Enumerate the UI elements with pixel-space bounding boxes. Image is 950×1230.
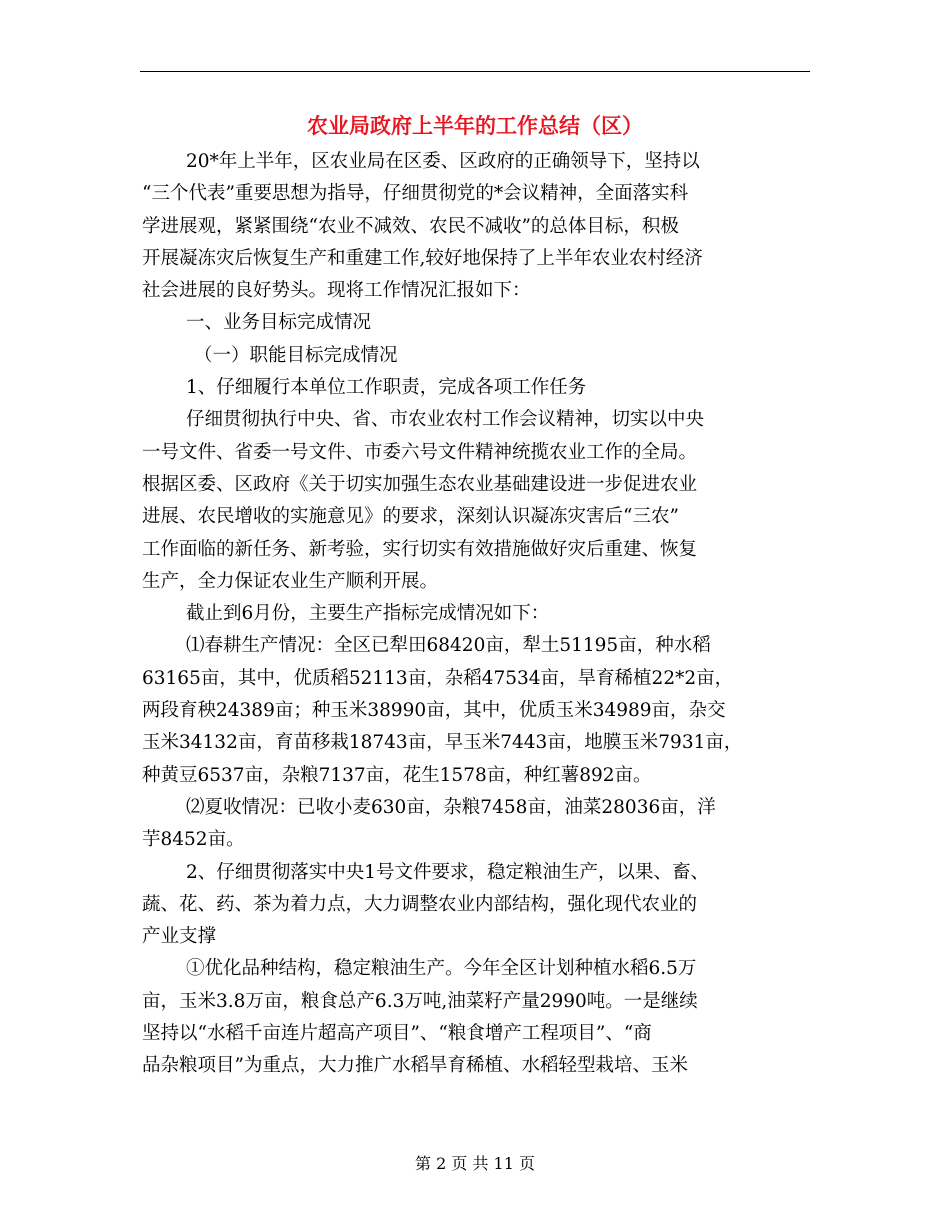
header-rule bbox=[140, 71, 810, 72]
paragraph-line: 一号文件、省委一号文件、市委六号文件精神统揽农业工作的全局。 bbox=[142, 441, 698, 463]
subsection-heading: （一）职能目标完成情况 bbox=[194, 344, 398, 366]
paragraph-line: 芋8452亩。 bbox=[142, 829, 245, 851]
paragraph-line: 两段育秧24389亩；种玉米38990亩，其中，优质玉米34989亩，杂交 bbox=[142, 700, 726, 722]
section-heading: 一、业务目标完成情况 bbox=[186, 312, 372, 334]
paragraph-line: ①优化品种结构，稳定粮油生产。今年全区计划种植水稻6.5万 bbox=[186, 958, 697, 980]
paragraph-line: 开展凝冻灾后恢复生产和重建工作,较好地保持了上半年农业农村经济 bbox=[142, 247, 703, 269]
paragraph-line: 根据区委、区政府《关于切实加强生态农业基础建设进一步促进农业 bbox=[142, 473, 698, 495]
paragraph-line: 学进展观，紧紧围绕“农业不减效、农民不减收”的总体目标，积极 bbox=[142, 215, 679, 237]
page-footer: 第 2 页 共 11 页 bbox=[415, 1154, 535, 1173]
paragraph-line: 品杂粮项目”为重点，大力推广水稻旱育稀植、水稻轻型栽培、玉米 bbox=[142, 1055, 688, 1077]
paragraph-line: 玉米34132亩，育苗移栽18743亩，早玉米7443亩，地膜玉米7931亩， bbox=[142, 732, 743, 754]
paragraph-line: 进展、农民增收的实施意见》的要求，深刻认识凝冻灾害后“三农” bbox=[142, 506, 679, 528]
paragraph-line: 种黄豆6537亩，杂粮7137亩，花生1578亩，种红薯892亩。 bbox=[142, 764, 652, 786]
paragraph-line: 亩，玉米3.8万亩，粮食总产6.3万吨,油菜籽产量2990吨。一是继续 bbox=[142, 990, 698, 1012]
paragraph-line: ⑴春耕生产情况：全区已犁田68420亩，犁土51195亩，种水稻 bbox=[186, 635, 711, 657]
paragraph-line: 社会进展的良好势头。现将工作情况汇报如下： bbox=[142, 280, 531, 302]
paragraph-line: ⑵夏收情况：已收小麦630亩，杂粮7458亩，油菜28036亩，洋 bbox=[186, 796, 716, 818]
paragraph-line: 产业支撑 bbox=[142, 926, 217, 948]
item-heading: 1、仔细履行本单位工作职责，完成各项工作任务 bbox=[186, 377, 587, 399]
paragraph-line: 63165亩，其中，优质稻52113亩，杂稻47534亩，旱育稀植22*2亩， bbox=[142, 667, 734, 689]
paragraph-line: 蔬、花、药、茶为着力点，大力调整农业内部结构，强化现代农业的 bbox=[142, 893, 698, 915]
paragraph-line: 生产，全力保证农业生产顺利开展。 bbox=[142, 570, 439, 592]
paragraph-line: “三个代表”重要思想为指导，仔细贯彻党的*会议精神，全面落实科 bbox=[142, 183, 689, 205]
paragraph-line: 仔细贯彻执行中央、省、市农业农村工作会议精神，切实以中央 bbox=[186, 409, 705, 431]
item-heading: 2、仔细贯彻落实中央1号文件要求，稳定粮油生产，以果、畜、 bbox=[186, 861, 710, 883]
paragraph-line: 坚持以“水稻千亩连片超高产项目”、“粮食增产工程项目”、“商 bbox=[142, 1023, 652, 1045]
document-body bbox=[142, 146, 812, 1083]
paragraph-line: 工作面临的新任务、新考验，实行切实有效措施做好灾后重建、恢复 bbox=[142, 538, 698, 560]
paragraph-line: 截止到6月份，主要生产指标完成情况如下： bbox=[186, 603, 550, 625]
document-title: 农业局政府上半年的工作总结（区） bbox=[307, 113, 643, 138]
paragraph-line: 20*年上半年，区农业局在区委、区政府的正确领导下，坚持以 bbox=[186, 151, 700, 172]
